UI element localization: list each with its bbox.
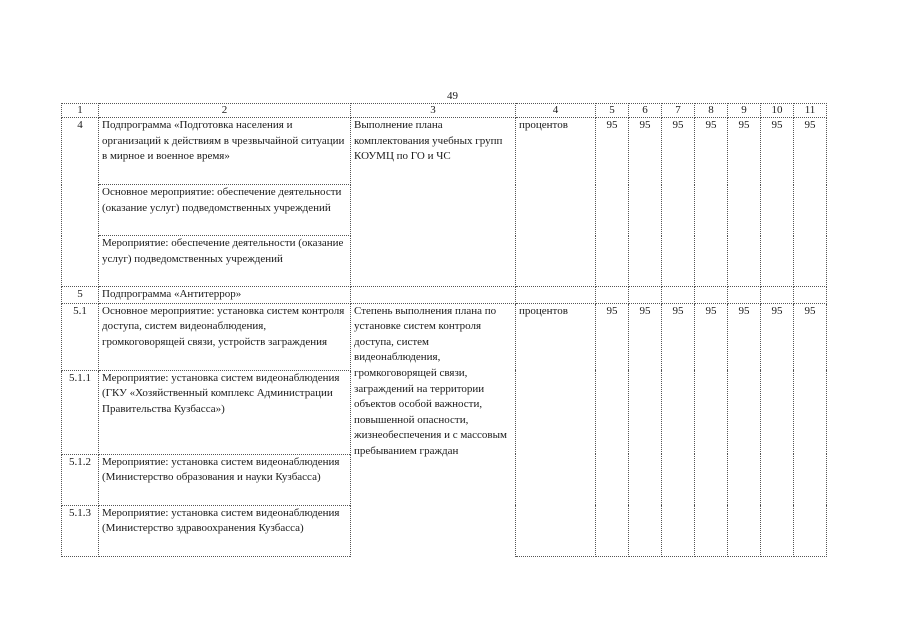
row-number: 5.1.1 (62, 370, 99, 454)
page-number: 49 (447, 90, 458, 102)
table-row (62, 236, 827, 287)
value-cell: 95 (695, 118, 728, 185)
value-cell: 95 (761, 303, 794, 370)
value-cell: 95 (794, 118, 827, 185)
table-row (62, 287, 827, 304)
header-cell: 8 (695, 104, 728, 118)
value-cell: 95 (596, 118, 629, 185)
table-row (62, 185, 827, 236)
header-cell: 9 (728, 104, 761, 118)
indicator-name: Выполнение плана комплектования учебных групп КОУМЦ по ГО и ЧС (351, 118, 516, 185)
value-cell: 95 (695, 303, 728, 370)
header-cell: 3 (351, 104, 516, 118)
value-cell: 95 (629, 118, 662, 185)
value-cell: 95 (761, 118, 794, 185)
row-name: Мероприятие: установка систем видеонаблюдения (ГКУ «Хозяйственный комплекс Администрации Правительства Кузбасса») (99, 370, 351, 454)
row-name: Основное мероприятие: установка систем контроля доступа, систем видеонаблюдения, громкоговорящей связи, устройств заграждения (99, 303, 351, 370)
table-row (62, 118, 827, 185)
header-cell: 7 (662, 104, 695, 118)
table-header-row (62, 104, 827, 118)
row-number: 5 (62, 287, 99, 304)
header-cell: 2 (99, 104, 351, 118)
value-cell: 95 (662, 303, 695, 370)
row-name: Мероприятие: обеспечение деятельности (оказание услуг) подведомственных учреждений (99, 236, 351, 287)
header-cell: 10 (761, 104, 794, 118)
value-cell: 95 (794, 303, 827, 370)
unit: процентов (516, 118, 596, 185)
header-cell: 11 (794, 104, 827, 118)
value-cell: 95 (728, 118, 761, 185)
row-name: Подпрограмма «Подготовка населения и организаций к действиям в чрезвычайной ситуации в мирное и военное время» (99, 118, 351, 185)
value-cell: 95 (596, 303, 629, 370)
row-number: 5.1 (62, 303, 99, 370)
unit: процентов (516, 303, 596, 370)
row-number: 5.1.2 (62, 454, 99, 505)
row-name: Мероприятие: установка систем видеонаблюдения (Министерство здравоохранения Кузбасса) (99, 505, 351, 556)
indicators-table (61, 103, 827, 557)
row-name: Основное мероприятие: обеспечение деятельности (оказание услуг) подведомственных учреждений (99, 185, 351, 236)
header-cell: 6 (629, 104, 662, 118)
table-row (62, 303, 827, 370)
row-name: Мероприятие: установка систем видеонаблюдения (Министерство образования и науки Кузбасса) (99, 454, 351, 505)
indicator-name: Степень выполнения плана по установке систем контроля доступа, систем видеонаблюдения, громкоговорящей связи, заграждений на территории объектов особой важности, повышенной опасности, жизнеобеспечения и с массовым пребыванием граждан (351, 303, 516, 556)
value-cell: 95 (728, 303, 761, 370)
header-cell: 5 (596, 104, 629, 118)
row-number: 5.1.3 (62, 505, 99, 556)
row-name: Подпрограмма «Антитеррор» (99, 287, 351, 304)
value-cell: 95 (662, 118, 695, 185)
value-cell: 95 (629, 303, 662, 370)
header-cell: 1 (62, 104, 99, 118)
header-cell: 4 (516, 104, 596, 118)
row-number: 4 (62, 118, 99, 185)
